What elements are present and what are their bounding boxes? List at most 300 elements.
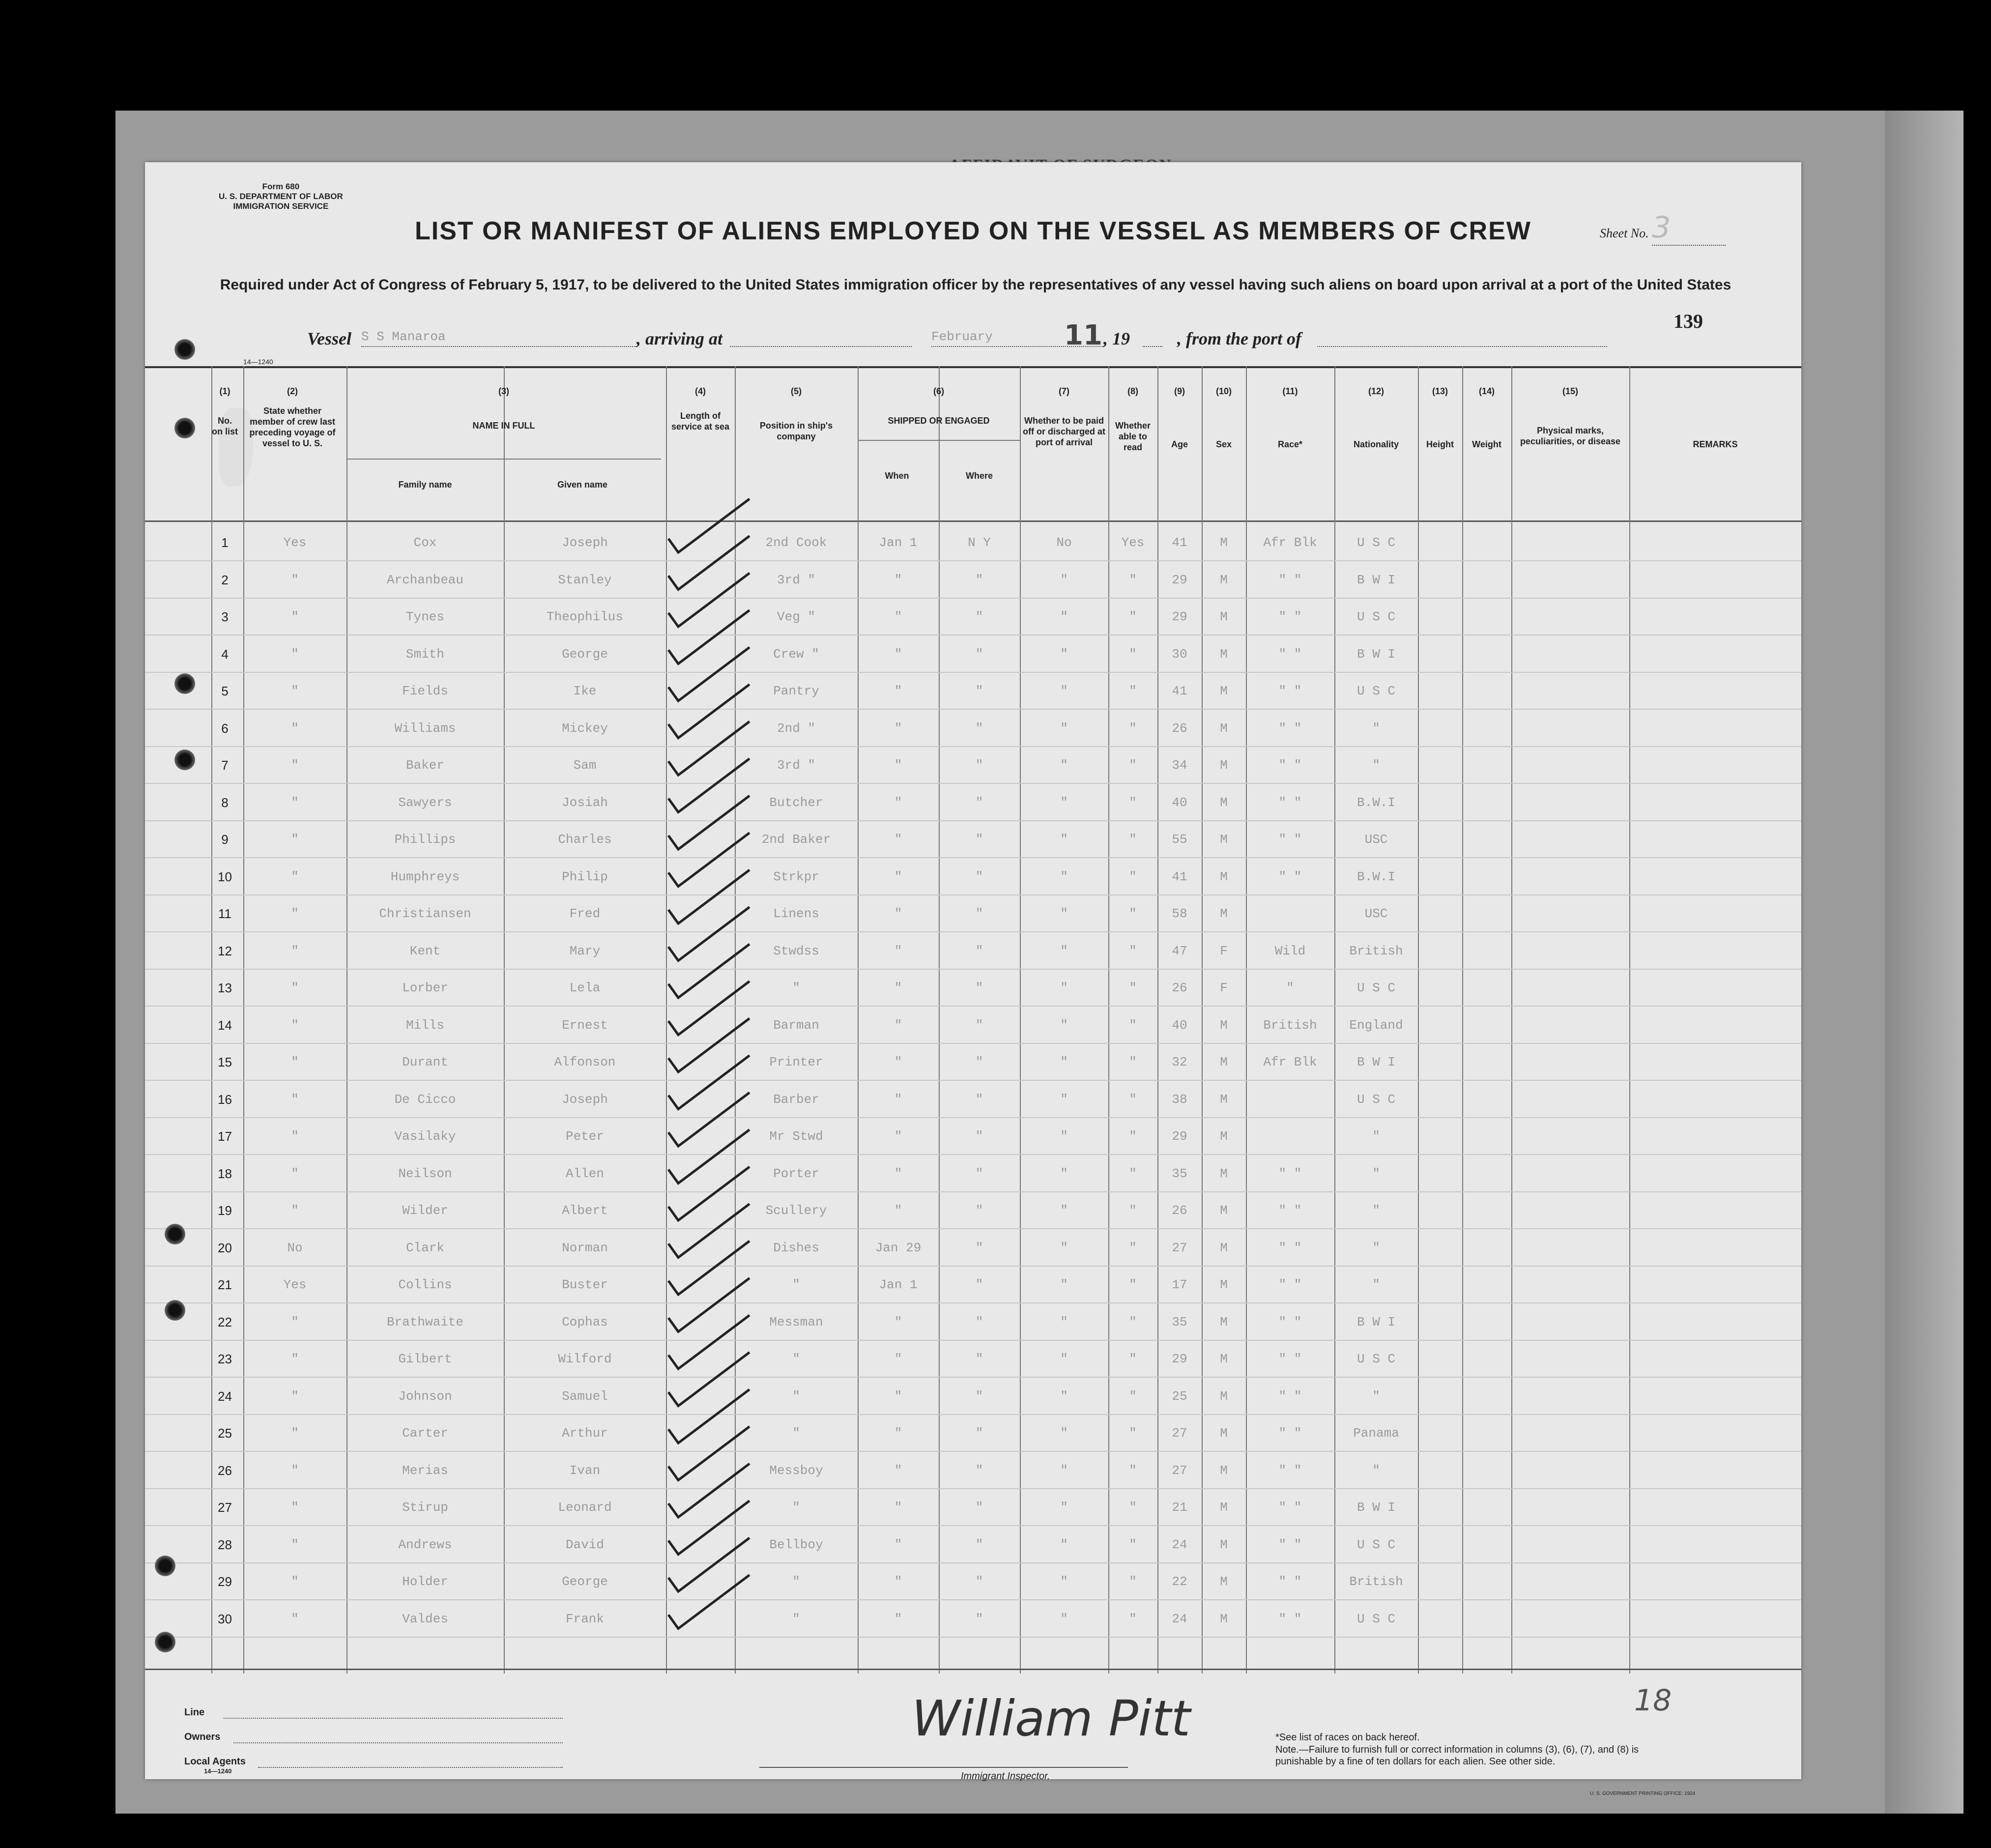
- cell-position: 2nd ": [777, 721, 815, 736]
- cell-when: ": [894, 609, 902, 624]
- cell-sex: M: [1220, 1277, 1228, 1292]
- cell-given: Buster: [562, 1277, 608, 1292]
- cell-read: ": [1129, 1388, 1137, 1404]
- cell-family: Wilder: [402, 1203, 448, 1218]
- cell-paid: ": [1060, 609, 1068, 624]
- cell-given: Allen: [565, 1166, 604, 1181]
- cell-read: ": [1129, 832, 1137, 847]
- cell-given: George: [562, 646, 608, 662]
- cell-read: ": [1129, 1500, 1137, 1515]
- inspector-label: Immigrant Inspector.: [961, 1771, 1050, 1782]
- col13-number: (13): [1432, 386, 1448, 396]
- cell-given: Albert: [562, 1203, 608, 1218]
- cell-family: Vasilaky: [394, 1129, 456, 1144]
- col6a-header: When: [885, 471, 909, 481]
- cell-when: ": [894, 1426, 902, 1441]
- cell-when: ": [894, 1129, 902, 1144]
- cell-race: " ": [1278, 1426, 1302, 1441]
- cell-nat: British: [1349, 943, 1403, 958]
- manifest-page: [145, 162, 1801, 1796]
- cell-where: ": [975, 1537, 983, 1552]
- cell-family: Lorber: [402, 981, 448, 995]
- cell-paid: ": [1060, 758, 1068, 773]
- cell-no: 24: [218, 1388, 232, 1404]
- inspector-line: [759, 1766, 1128, 1768]
- cell-paid: ": [1060, 1574, 1068, 1589]
- cell-position: ": [792, 1611, 800, 1626]
- cell-when: ": [894, 1166, 902, 1181]
- cell-when: ": [894, 1092, 902, 1107]
- col12-header: Nationality: [1353, 439, 1399, 449]
- remarks-header: REMARKS: [1693, 439, 1738, 449]
- cell-no: 30: [218, 1611, 232, 1626]
- cell-prev: ": [291, 869, 299, 884]
- cell-age: 35: [1172, 1314, 1187, 1329]
- cell-age: 24: [1172, 1611, 1187, 1626]
- cell-where: ": [975, 832, 983, 847]
- cell-where: ": [975, 1092, 983, 1107]
- cell-given: Lela: [569, 981, 601, 995]
- cell-where: N Y: [968, 535, 991, 550]
- margin-number: 18: [1634, 1683, 1672, 1718]
- cell-nat: ": [1372, 758, 1380, 773]
- cell-prev: ": [291, 1092, 299, 1107]
- cell-read: ": [1129, 1426, 1137, 1441]
- cell-no: 26: [218, 1463, 232, 1478]
- year-value: [1143, 329, 1162, 347]
- cell-nat: ": [1372, 1388, 1380, 1404]
- cell-when: Jan 29: [875, 1240, 922, 1255]
- cell-sex: M: [1220, 646, 1228, 662]
- cell-position: Strkpr: [773, 869, 819, 884]
- cell-race: " ": [1278, 684, 1302, 698]
- cell-read: ": [1129, 609, 1137, 624]
- cell-read: ": [1129, 1314, 1137, 1329]
- cell-age: 27: [1172, 1240, 1187, 1255]
- cell-race: " ": [1278, 869, 1302, 884]
- cell-prev: ": [291, 1352, 299, 1366]
- cell-no: 5: [221, 684, 229, 698]
- punch-hole: [174, 339, 195, 360]
- cell-position: ": [792, 1426, 800, 1441]
- cell-sex: M: [1220, 721, 1228, 736]
- cell-where: ": [975, 906, 983, 921]
- cell-nat: B.W.I: [1356, 869, 1395, 884]
- cell-age: 29: [1172, 609, 1187, 624]
- cell-sex: M: [1220, 1574, 1228, 1589]
- cell-read: ": [1129, 1240, 1137, 1255]
- cell-given: Sam: [573, 758, 597, 773]
- cell-when: ": [894, 1611, 902, 1626]
- cell-paid: ": [1060, 943, 1068, 958]
- cell-position: ": [792, 1574, 800, 1589]
- cell-family: Phillips: [394, 832, 456, 847]
- year-label: , 19: [1103, 329, 1130, 348]
- cell-prev: ": [291, 795, 299, 810]
- cell-read: ": [1129, 1352, 1137, 1366]
- cell-given: George: [562, 1574, 608, 1589]
- cell-nat: U S C: [1356, 609, 1395, 624]
- cell-no: 6: [221, 721, 229, 736]
- cell-position: Butcher: [769, 795, 823, 810]
- cell-when: ": [894, 646, 902, 662]
- col13-header: Height: [1426, 439, 1454, 449]
- cell-paid: ": [1060, 1388, 1068, 1404]
- cell-where: ": [975, 572, 983, 587]
- cell-sex: M: [1220, 1314, 1228, 1329]
- cell-paid: ": [1060, 1017, 1068, 1033]
- cell-sex: M: [1220, 1611, 1228, 1626]
- cell-position: ": [792, 1388, 800, 1404]
- cell-nat: U S C: [1356, 535, 1395, 550]
- cell-where: ": [975, 1388, 983, 1404]
- cell-given: Ernest: [562, 1017, 608, 1033]
- cell-prev: ": [291, 609, 299, 624]
- cell-no: 11: [218, 906, 231, 921]
- cell-race: " ": [1278, 832, 1302, 847]
- cell-when: ": [894, 1017, 902, 1033]
- cell-prev: ": [291, 906, 299, 921]
- arriving-port: [730, 329, 912, 347]
- punch-hole: [165, 1300, 185, 1321]
- cell-family: Merias: [402, 1463, 448, 1478]
- cell-no: 16: [218, 1092, 232, 1107]
- cell-age: 24: [1172, 1537, 1187, 1552]
- cell-where: ": [975, 1574, 983, 1589]
- cell-when: ": [894, 906, 902, 921]
- cell-read: ": [1129, 684, 1137, 698]
- cell-paid: ": [1060, 1463, 1068, 1478]
- cell-paid: ": [1060, 1203, 1068, 1218]
- cell-sex: M: [1220, 684, 1228, 698]
- cell-when: Jan 1: [879, 535, 918, 550]
- col6-header: SHIPPED OR ENGAGED: [888, 416, 990, 426]
- cell-given: David: [565, 1537, 604, 1552]
- cell-when: ": [894, 758, 902, 773]
- cell-prev: ": [291, 721, 299, 736]
- cell-when: ": [894, 1388, 902, 1404]
- cell-paid: ": [1060, 572, 1068, 587]
- cell-given: Leonard: [558, 1500, 612, 1515]
- cell-sex: M: [1220, 1166, 1228, 1181]
- cell-where: ": [975, 1166, 983, 1181]
- cell-read: ": [1129, 1203, 1137, 1218]
- cell-read: ": [1129, 1017, 1137, 1033]
- col3a-header: Family name: [398, 480, 452, 490]
- cell-race: " ": [1278, 1463, 1302, 1478]
- cell-when: ": [894, 572, 902, 587]
- cell-age: 55: [1172, 832, 1187, 847]
- cell-read: ": [1129, 981, 1137, 995]
- col15-header: Physical marks, peculiarities, or disease: [1520, 426, 1621, 446]
- cell-prev: ": [291, 758, 299, 773]
- cell-paid: No: [1056, 535, 1072, 550]
- cell-prev: ": [291, 1166, 299, 1181]
- punch-hole: [155, 1632, 175, 1652]
- sheet-value: 3: [1652, 210, 1726, 246]
- line-label: Line: [184, 1707, 205, 1718]
- cell-sex: M: [1220, 758, 1228, 773]
- cell-where: ": [975, 1463, 983, 1478]
- cell-read: ": [1129, 906, 1137, 921]
- cell-no: 21: [218, 1277, 232, 1292]
- cell-given: Frank: [565, 1611, 604, 1626]
- cell-when: ": [894, 795, 902, 810]
- cell-sex: M: [1220, 1463, 1228, 1478]
- cell-position: Barber: [773, 1092, 819, 1107]
- cell-no: 17: [218, 1129, 232, 1144]
- cell-race: " ": [1278, 1203, 1302, 1218]
- cell-position: ": [792, 1352, 800, 1366]
- cell-where: ": [975, 1203, 983, 1218]
- cell-race: " ": [1278, 1277, 1302, 1292]
- cell-when: ": [894, 1352, 902, 1366]
- arrival-day: 11: [1064, 319, 1102, 351]
- col11-header: Race*: [1277, 439, 1303, 449]
- punch-hole: [155, 1556, 175, 1576]
- cell-no: 13: [218, 981, 232, 995]
- cell-age: 41: [1172, 869, 1187, 884]
- page-title: LIST OR MANIFEST OF ALIENS EMPLOYED ON THE VESSEL AS MEMBERS OF CREW: [415, 217, 1531, 245]
- col11-number: (11): [1282, 386, 1298, 396]
- cell-where: ": [975, 943, 983, 958]
- cell-read: ": [1129, 1574, 1137, 1589]
- cell-family: Kent: [409, 943, 441, 958]
- cell-prev: ": [291, 1203, 299, 1218]
- cell-race: " ": [1278, 609, 1302, 624]
- cell-family: Stirup: [402, 1500, 448, 1515]
- cell-nat: ": [1372, 1166, 1380, 1181]
- cell-age: 22: [1172, 1574, 1187, 1589]
- cell-age: 40: [1172, 795, 1187, 810]
- cell-paid: ": [1060, 1314, 1068, 1329]
- cell-position: 2nd Baker: [761, 832, 831, 847]
- cell-paid: ": [1060, 1611, 1068, 1626]
- cell-nat: B W I: [1356, 1055, 1395, 1069]
- cell-family: Durant: [402, 1055, 448, 1069]
- cell-read: ": [1129, 1166, 1137, 1181]
- cell-age: 27: [1172, 1426, 1187, 1441]
- cell-no: 7: [221, 758, 229, 773]
- col14-number: (14): [1478, 386, 1495, 396]
- cell-when: ": [894, 721, 902, 736]
- cell-sex: M: [1220, 535, 1228, 550]
- cell-race: " ": [1278, 1537, 1302, 1552]
- col5-header: Position in ship's company: [759, 421, 833, 441]
- checkmark: [668, 1575, 750, 1629]
- cell-prev: ": [291, 1463, 299, 1478]
- cell-age: 32: [1172, 1055, 1187, 1069]
- col3b-header: Given name: [557, 480, 608, 490]
- cell-family: Baker: [405, 758, 444, 773]
- cell-where: ": [975, 1277, 983, 1292]
- cell-given: Wilford: [558, 1352, 612, 1366]
- cell-nat: U S C: [1356, 1611, 1395, 1626]
- cell-paid: ": [1060, 684, 1068, 698]
- cell-nat: B W I: [1356, 572, 1395, 587]
- cell-paid: ": [1060, 1166, 1068, 1181]
- cell-race: " ": [1278, 795, 1302, 810]
- cell-prev: ": [291, 1129, 299, 1144]
- cell-nat: ": [1372, 1277, 1380, 1292]
- cell-nat: B W I: [1356, 1500, 1395, 1515]
- cell-race: ": [1286, 981, 1294, 995]
- cell-race: " ": [1278, 1500, 1302, 1515]
- cell-family: Archanbeau: [386, 572, 464, 587]
- cell-family: Brathwaite: [386, 1314, 464, 1329]
- cell-when: ": [894, 1314, 902, 1329]
- cell-nat: ": [1372, 1203, 1380, 1218]
- cell-family: Andrews: [398, 1537, 452, 1552]
- col10-header: Sex: [1215, 439, 1232, 449]
- cell-family: Carter: [402, 1426, 448, 1441]
- cell-race: " ": [1278, 1611, 1302, 1626]
- col14-header: Weight: [1472, 439, 1501, 449]
- cell-no: 28: [218, 1537, 232, 1552]
- cell-paid: ": [1060, 1352, 1068, 1366]
- cell-no: 12: [218, 943, 232, 958]
- cell-read: Yes: [1121, 535, 1145, 550]
- cell-paid: ": [1060, 1537, 1068, 1552]
- cell-no: 23: [218, 1352, 232, 1366]
- cell-family: Williams: [394, 721, 456, 736]
- cell-sex: M: [1220, 1537, 1228, 1552]
- cell-family: Cox: [413, 535, 437, 550]
- cell-race: Afr Blk: [1263, 1055, 1317, 1069]
- cell-no: 27: [218, 1500, 232, 1515]
- cell-family: Johnson: [398, 1388, 452, 1404]
- cell-race: " ": [1278, 1352, 1302, 1366]
- cell-prev: ": [291, 943, 299, 958]
- cell-read: ": [1129, 646, 1137, 662]
- col15-number: (15): [1562, 386, 1578, 396]
- cell-when: ": [894, 684, 902, 698]
- cell-paid: ": [1060, 869, 1068, 884]
- cell-sex: M: [1220, 1426, 1228, 1441]
- cell-when: ": [894, 832, 902, 847]
- crew-table: [145, 366, 1801, 1674]
- col1-header: No. on list: [212, 416, 238, 436]
- cell-prev: ": [291, 1055, 299, 1069]
- cell-race: Afr Blk: [1263, 535, 1317, 550]
- cell-sex: M: [1220, 572, 1228, 587]
- cell-paid: ": [1060, 1426, 1068, 1441]
- punch-hole: [174, 418, 195, 438]
- cell-prev: ": [291, 572, 299, 587]
- cell-sex: M: [1220, 1203, 1228, 1218]
- cell-position: ": [792, 1500, 800, 1515]
- cell-sex: M: [1220, 832, 1228, 847]
- cell-paid: ": [1060, 832, 1068, 847]
- line-field: [224, 1717, 563, 1719]
- cell-nat: USC: [1364, 906, 1388, 921]
- cell-nat: B W I: [1356, 1314, 1395, 1329]
- penalty-note: Note.—Failure to furnish full or correct information in columns (3), (6), (7), and (8) is punishable by a fine of ten dollars for each alien. See other side.: [1275, 1744, 1639, 1767]
- cell-race: British: [1263, 1017, 1317, 1033]
- races-note: *See list of races on back hereof.: [1275, 1732, 1420, 1743]
- agents-code: 14—1240: [204, 1767, 232, 1775]
- cell-prev: ": [291, 1017, 299, 1033]
- cell-where: ": [975, 758, 983, 773]
- cell-where: ": [975, 869, 983, 884]
- cell-family: De Cicco: [394, 1092, 456, 1107]
- cell-nat: ": [1372, 1463, 1380, 1478]
- cell-no: 1: [221, 535, 229, 550]
- cell-age: 27: [1172, 1463, 1187, 1478]
- cell-age: 40: [1172, 1017, 1187, 1033]
- origin-port: [1317, 329, 1607, 347]
- cell-prev: ": [291, 1611, 299, 1626]
- cell-race: " ": [1278, 1240, 1302, 1255]
- cell-where: ": [975, 1426, 983, 1441]
- cell-read: ": [1129, 721, 1137, 736]
- cell-race: " ": [1278, 1388, 1302, 1404]
- form-service: IMMIGRATION SERVICE: [233, 202, 329, 211]
- cell-position: 3rd ": [777, 758, 815, 773]
- cell-prev: ": [291, 1388, 299, 1404]
- cell-paid: ": [1060, 906, 1068, 921]
- cell-paid: ": [1060, 795, 1068, 810]
- cell-when: ": [894, 1203, 902, 1218]
- cell-given: Ivan: [569, 1463, 601, 1478]
- cell-given: Charles: [558, 832, 612, 847]
- cell-when: Jan 1: [879, 1277, 918, 1292]
- printer-credit: U. S. GOVERNMENT PRINTING OFFICE: 1924: [1590, 1791, 1696, 1796]
- col5-number: (5): [791, 386, 802, 396]
- cell-position: 2nd Cook: [765, 535, 827, 550]
- cell-given: Samuel: [562, 1388, 608, 1404]
- col2-header: State whether member of crew last preceding voyage of vessel to U. S.: [249, 406, 336, 448]
- service-checkmarks: [145, 366, 1801, 1674]
- cell-read: ": [1129, 943, 1137, 958]
- cell-family: Neilson: [398, 1166, 452, 1181]
- cell-where: ": [975, 1314, 983, 1329]
- cell-read: ": [1129, 1277, 1137, 1292]
- agents-field: [258, 1766, 563, 1768]
- cell-family: Fields: [402, 684, 448, 698]
- cell-position: Linens: [773, 906, 819, 921]
- cell-when: ": [894, 1500, 902, 1515]
- cell-where: ": [975, 721, 983, 736]
- arrival-month: February: [931, 329, 1103, 347]
- cell-read: ": [1129, 1129, 1137, 1144]
- cell-where: ": [975, 1129, 983, 1144]
- cell-age: 26: [1172, 1203, 1187, 1218]
- cell-prev: No: [287, 1240, 303, 1255]
- cell-position: Pantry: [773, 684, 819, 698]
- cell-age: 29: [1172, 1352, 1187, 1366]
- cell-given: Ike: [573, 684, 597, 698]
- cell-sex: M: [1220, 1092, 1228, 1107]
- cell-family: Sawyers: [398, 795, 452, 810]
- cell-race: " ": [1278, 572, 1302, 587]
- cell-given: Alfonson: [554, 1055, 616, 1069]
- cell-paid: ": [1060, 646, 1068, 662]
- cell-race: " ": [1278, 721, 1302, 736]
- sheet-label: Sheet No.: [1600, 226, 1649, 240]
- col3-header: NAME IN FULL: [472, 421, 535, 431]
- cell-position: Crew ": [773, 646, 819, 662]
- cell-prev: ": [291, 1314, 299, 1329]
- owners-label: Owners: [184, 1732, 221, 1742]
- cell-given: Joseph: [562, 535, 608, 550]
- cell-where: ": [975, 795, 983, 810]
- cell-prev: Yes: [283, 1277, 307, 1292]
- cell-prev: ": [291, 1537, 299, 1552]
- agents-label: Local Agents: [184, 1756, 246, 1767]
- cell-age: 29: [1172, 572, 1187, 587]
- cell-no: 14: [218, 1017, 232, 1033]
